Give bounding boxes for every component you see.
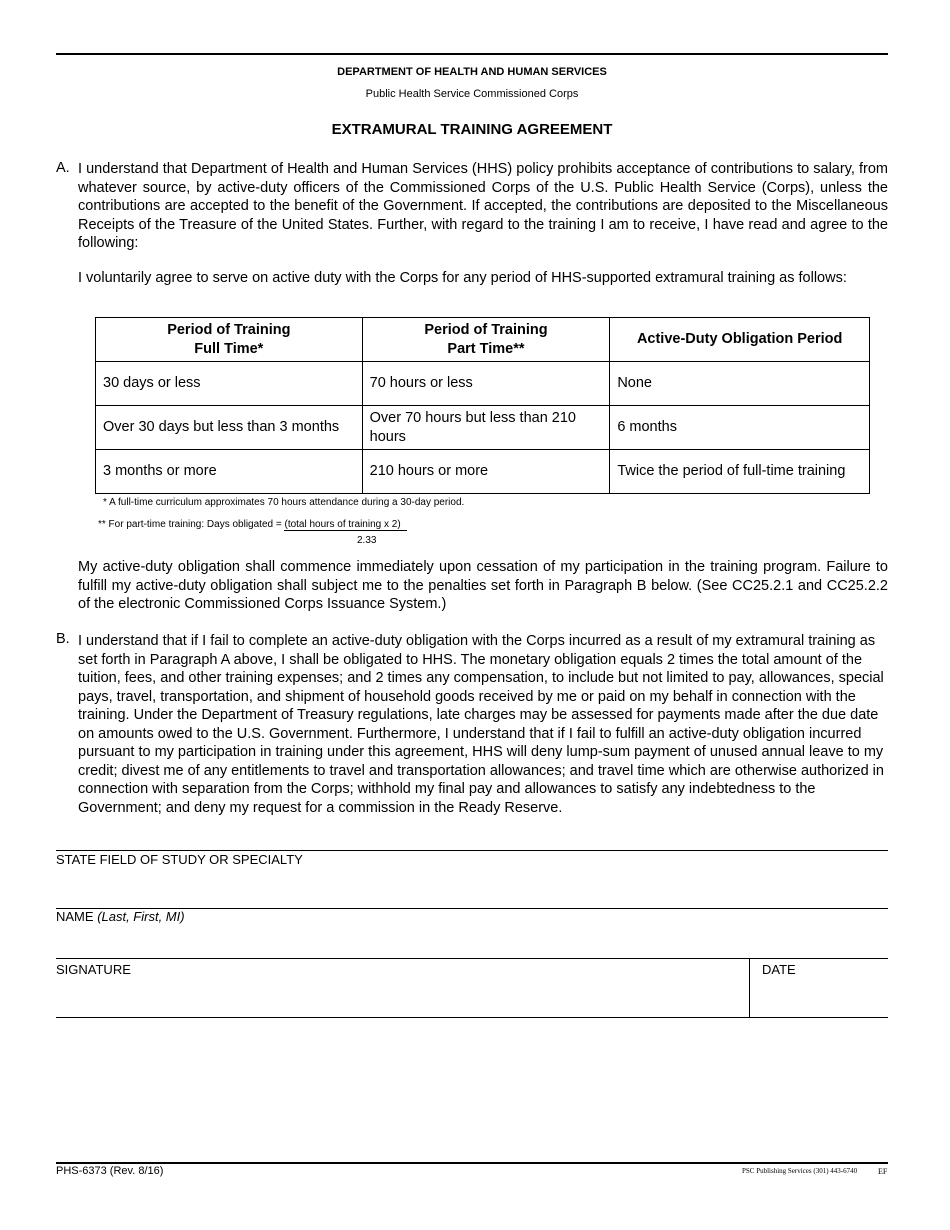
field-of-study-label: STATE FIELD OF STUDY OR SPECIALTY <box>56 852 303 867</box>
signature-input[interactable] <box>56 978 746 1016</box>
field-rule <box>56 850 888 851</box>
field-divider <box>749 958 750 1018</box>
footnote-part-time <box>98 519 407 531</box>
header-part-time: Period of Training Part Time** <box>362 318 610 362</box>
section-b-text: I understand that if I fail to complete an active-duty obligation with the Corps incurred as a result of my extramural training as set forth in Paragraph A above, I shall be obligated to HHS. The monetary obligation equals 2 times the total amount of the tuition, fees, and other training expenses; and 2 times any compensation, to include but not limited to pay, allowances, special pays, travel, transportation, and shipment of household goods received by me or paid on my behalf in connection with the training. Under the Department of Treasury regulations, late charges may be assessed for payments made after the due date on amounts owed to the U.S. Government. Furthermore, I understand that if I fail to fulfill an active-duty obligation incurred pursuant to my participation in training under this agreement, HHS will deny lump-sum payment of unused annual leave to my credit; divest me of any entitlements to travel and transportation allowances; and travel time which are otherwise authorized in connection with separation from the Corps; withhold my final pay and allowances to satisfy any indebtedness to the Government; and deny my request for a commission in the Ready Reserve. <box>78 633 884 816</box>
footnote-full-time: * A full-time curriculum approximates 70 hours attendance during a 30-day period. <box>103 497 465 508</box>
name-input[interactable] <box>56 926 888 956</box>
ef-mark: EF <box>878 1167 888 1176</box>
table-cell: 70 hours or less <box>362 362 610 406</box>
header-full-time: Period of Training Full Time* <box>96 318 363 362</box>
signature-label: SIGNATURE <box>56 962 131 977</box>
section-b-label: B. <box>56 631 70 647</box>
subdepartment-heading: Public Health Service Commissioned Corps <box>365 88 579 100</box>
page-title: EXTRAMURAL TRAINING AGREEMENT <box>331 121 613 138</box>
table-cell: Over 70 hours but less than 210 hours <box>362 406 610 450</box>
department-heading: DEPARTMENT OF HEALTH AND HUMAN SERVICES <box>337 66 607 78</box>
top-rule <box>56 53 888 55</box>
section-a-commence: My active-duty obligation shall commence immediately upon cessation of my participation in the training program. Failure to fulfill my active-duty obligation shall subject me to the penalties set forth in Paragraph B below. (See CC25.2.1 and CC25.2.2 of the electronic Commissioned Corps Issuance System.) <box>78 559 888 612</box>
table-cell: 210 hours or more <box>362 450 610 494</box>
table-row <box>96 450 870 494</box>
footnote-denominator: 2.33 <box>357 535 377 546</box>
table-row <box>96 362 870 406</box>
obligation-table <box>95 317 870 494</box>
table-cell: 30 days or less <box>96 362 363 406</box>
table-cell: None <box>610 362 870 406</box>
form-number: PHS-6373 (Rev. 8/16) <box>56 1165 164 1177</box>
date-label: DATE <box>762 962 796 977</box>
section-a-label: A. <box>56 160 70 176</box>
publisher: PSC Publishing Services (301) 443-6740 <box>742 1167 858 1175</box>
footnote-numerator: (total hours of training x 2) <box>284 519 406 531</box>
section-a-intro: I understand that Department of Health and Human Services (HHS) policy prohibits acceptance of contributions to salary, from whatever source, by active-duty officers of the Commissioned Corps of the U.S. Public Health Service (Corps), unless the contributions are accepted to the benefit of the Government. If accepted, the contributions are deposited to the Miscellaneous Receipts of the Treasure of the United States. Further, with regard to the training I am to receive, I have read and agree to the following: <box>78 161 888 251</box>
name-label: NAME (Last, First, MI) <box>56 909 185 924</box>
table-cell: Twice the period of full-time training <box>610 450 870 494</box>
table-header-row <box>96 318 870 362</box>
table-cell: 3 months or more <box>96 450 363 494</box>
header-obligation: Active-Duty Obligation Period <box>610 318 870 362</box>
field-rule <box>56 1017 888 1018</box>
table-cell: 6 months <box>610 406 870 450</box>
field-of-study-input[interactable] <box>56 868 888 906</box>
section-a-agreement: I voluntarily agree to serve on active duty with the Corps for any period of HHS-supported extramural training as follows: <box>78 270 847 286</box>
date-input[interactable] <box>752 978 886 1016</box>
footnote-part-time-prefix: ** For part-time training: Days obligated = <box>98 519 285 530</box>
name-hint: (Last, First, MI) <box>97 909 185 924</box>
table-cell: Over 30 days but less than 3 months <box>96 406 363 450</box>
field-rule <box>56 958 888 959</box>
bottom-rule <box>56 1162 888 1164</box>
table-row <box>96 406 870 450</box>
